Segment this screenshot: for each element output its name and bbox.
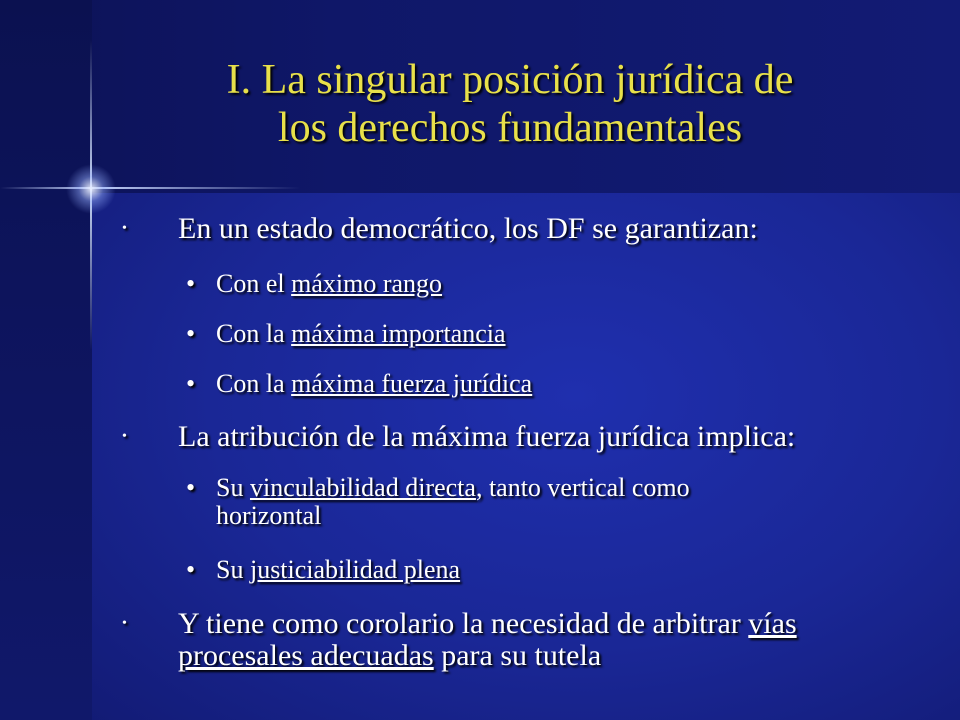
left-band: [0, 0, 92, 720]
sub-item-prefix: Con el: [216, 269, 292, 298]
bullet-icon: •: [186, 555, 196, 584]
sub-item-underlined: máximo rango: [291, 269, 443, 298]
bullet-icon: •: [186, 319, 196, 348]
bullet-item-atribucion: [122, 420, 796, 453]
bullet-icon: •: [186, 369, 196, 398]
sub-item-prefix: Con la: [216, 369, 292, 398]
sub-item-maxima-importancia: [186, 319, 506, 348]
sub-item-line-2: horizontal: [216, 501, 322, 530]
bullet-item-garantias: [122, 212, 758, 245]
bullet-icon: •: [186, 473, 196, 502]
bullet-icon: •: [186, 269, 196, 298]
bullet-line-2-suffix: para su tutela: [433, 639, 602, 672]
title-line-2: los derechos fundamentales: [277, 105, 743, 151]
bullet-text: La atribución de la máxima fuerza jurídica implica:: [178, 420, 796, 453]
bullet-text: En un estado democrático, los DF se garantizan:: [178, 212, 758, 245]
sub-item-justiciabilidad: [186, 555, 461, 584]
slide-title: [110, 56, 910, 152]
bullet-icon: •: [122, 221, 127, 236]
sub-item-maximo-rango: [186, 269, 443, 298]
sub-item-prefix: Su: [216, 555, 250, 584]
bullet-line-2-underlined: procesales adecuadas: [178, 639, 434, 672]
bullet-text: Y tiene como corolario la necesidad de arbitrar: [178, 607, 749, 640]
sub-item-underlined: máxima importancia: [291, 319, 506, 348]
sub-item-underlined: vinculabilidad directa: [249, 473, 476, 502]
sub-item-prefix: Con la: [216, 319, 292, 348]
sub-item-maxima-fuerza: [186, 369, 533, 398]
bullet-item-corolario: [122, 607, 797, 672]
bullet-icon: •: [122, 616, 127, 631]
sub-item-prefix: Su: [216, 473, 250, 502]
sub-item-underlined: justiciabilidad plena: [249, 555, 461, 584]
sub-item-suffix: , tanto vertical como: [475, 473, 690, 502]
title-line-1: I. La singular posición jurídica de: [226, 57, 794, 103]
bullet-underlined: vías: [748, 607, 797, 640]
bullet-icon: •: [122, 429, 127, 444]
sub-item-underlined: máxima fuerza jurídica: [291, 369, 533, 398]
sub-item-vinculabilidad: [186, 473, 690, 530]
light-flare-glow: [66, 164, 116, 214]
light-flare-horizontal: [0, 187, 300, 189]
